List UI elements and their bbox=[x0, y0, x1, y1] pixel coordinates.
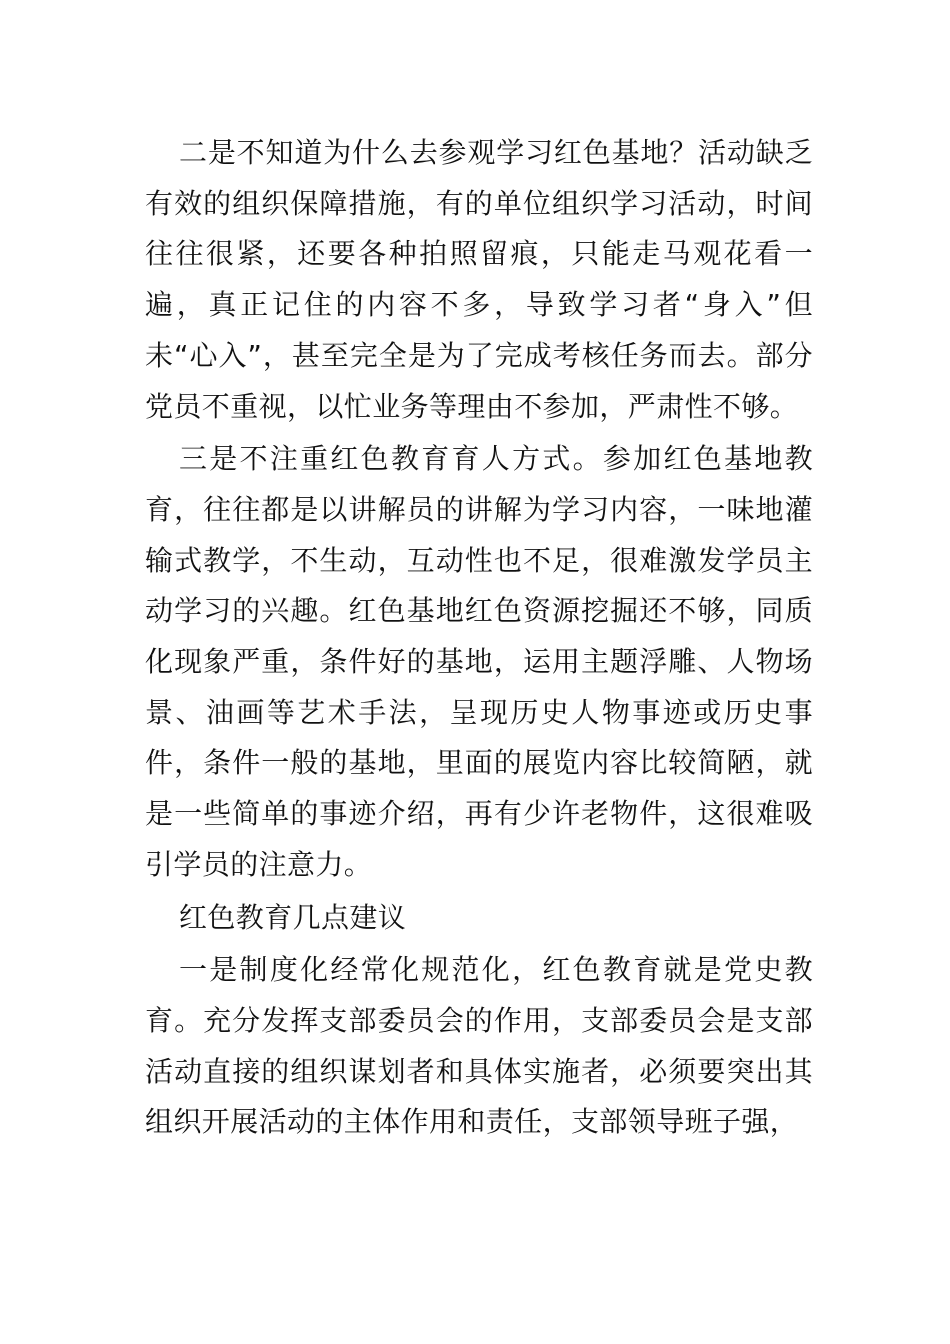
paragraph-education-methods: 三是不注重红色教育育人方式。参加红色基地教育，往往都是以讲解员的讲解为学习内容，一味地灌输式教学，不生动，互动性也不足，很难激发学员主动学习的兴趣。红色基地红色资源挖掘还不够，同质化现象严重，条件好的基地，运用主题浮雕、人物场景、油画等艺术手法，呈现历史人物事迹或历史事件，条件一般的基地，里面的展览内容比较简陋，就是一些简单的事迹介绍，再有少许老物件，这很难吸引学员的注意力。 bbox=[145, 442, 813, 881]
paragraph-institutionalization: 一是制度化经常化规范化，红色教育就是党史教育。充分发挥支部委员会的作用，支部委员会是支部活动直接的组织谋划者和具体实施者，必须要突出其组织开展活动的主体作用和责任，支部领导班子强， bbox=[145, 953, 813, 1139]
document-page bbox=[145, 128, 813, 1150]
paragraph-reasons-for-visit: 二是不知道为什么去参观学习红色基地？活动缺乏有效的组织保障措施，有的单位组织学习活动，时间往往很紧，还要各种拍照留痕，只能走马观花看一遍，真正记住的内容不多，导致学习者“身入”但未“心入”，甚至完全是为了完成考核任务而去。部分党员不重视，以忙业务等理由不参加，严肃性不够。 bbox=[145, 136, 813, 423]
section-heading-suggestions: 红色教育几点建议 bbox=[179, 900, 407, 934]
